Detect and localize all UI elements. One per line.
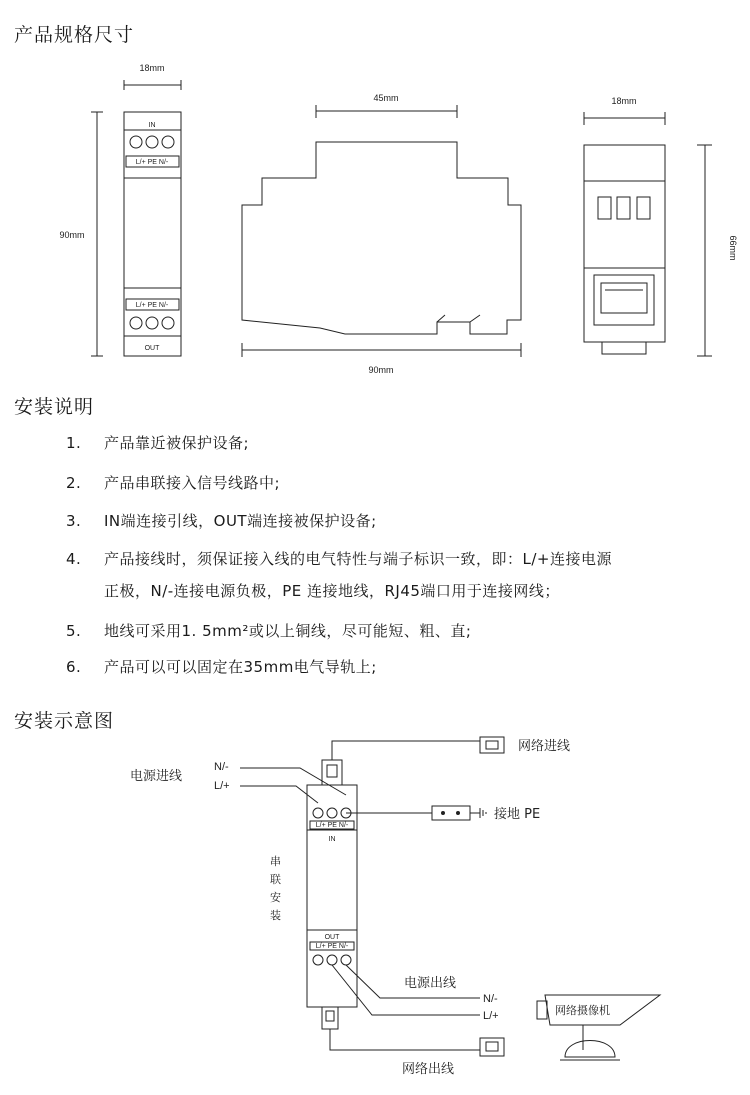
front-view	[91, 80, 181, 356]
dimension-drawings	[0, 0, 750, 390]
step-text: 产品靠近被保护设备;	[104, 434, 250, 452]
camera-label: 网络摄像机	[555, 1004, 610, 1017]
series-char-4: 装	[270, 909, 281, 922]
ground-label: 接地 PE	[494, 807, 541, 822]
ground-terminal	[432, 806, 470, 820]
series-char-2: 联	[270, 873, 281, 886]
diag-terminals-bottom: L/+ PE N/-	[315, 943, 349, 950]
right-view	[584, 112, 712, 356]
diagram-title: 安装示意图	[14, 710, 115, 732]
diag-terminals-top: L/+ PE N/-	[315, 822, 349, 829]
rj45-in-plug	[480, 737, 504, 753]
diag-out-label: OUT	[324, 934, 340, 941]
step-number: 2.	[66, 474, 82, 492]
step-number: 3.	[66, 512, 82, 530]
step-text: 产品可以可以固定在35mm电气导轨上;	[104, 658, 377, 676]
front-terminals-bottom: L/+ PE N/-	[135, 302, 169, 309]
step-number: 5.	[66, 622, 82, 640]
step-6	[66, 656, 377, 677]
net-out-label: 网络出线	[402, 1062, 455, 1077]
install-title: 安装说明	[14, 396, 95, 418]
step-4	[66, 543, 746, 607]
front-terminals-top: L/+ PE N/-	[135, 159, 169, 166]
power-out-label: 电源出线	[404, 976, 457, 991]
step-number: 4.	[66, 550, 82, 568]
net-in-label: 网络进线	[518, 739, 571, 754]
front-out-label: OUT	[144, 345, 160, 352]
step-text: 产品接线时，须保证接入线的电气特性与端子标识一致，即：L/+连接电源	[104, 550, 612, 568]
power-in-label: 电源进线	[130, 769, 183, 784]
series-char-1: 串	[270, 855, 281, 868]
side-view	[242, 105, 521, 357]
series-char-3: 安	[270, 891, 281, 904]
n-in-label: N/-	[214, 761, 229, 773]
step-text-continued: 正极，N/-连接电源负极，PE 连接地线，RJ45端口用于连接网线；	[104, 582, 560, 600]
step-text: IN端连接引线，OUT端连接被保护设备;	[104, 512, 377, 530]
right-width-label: 18mm	[611, 96, 637, 106]
l-in-label: L/+	[214, 780, 230, 792]
step-number: 1.	[66, 434, 82, 452]
step-5	[66, 620, 471, 641]
step-text: 产品串联接入信号线路中;	[104, 474, 281, 492]
step-text: 地线可采用1. 5mm²或以上铜线，尽可能短、粗、直;	[104, 622, 472, 640]
diag-in-label: IN	[328, 836, 336, 843]
step-number: 6.	[66, 658, 82, 676]
side-top-label: 45mm	[373, 93, 399, 103]
step-3	[66, 510, 377, 531]
n-out-label: N/-	[483, 993, 498, 1005]
installation-diagram	[0, 725, 750, 1095]
step-1	[66, 432, 249, 453]
step-2	[66, 472, 280, 493]
front-in-label: IN	[148, 122, 156, 129]
l-out-label: L/+	[483, 1010, 499, 1022]
height-label: 90mm	[59, 230, 85, 240]
right-height-label: 66mm	[728, 235, 738, 261]
rj45-out-plug	[480, 1038, 504, 1056]
side-width-label: 90mm	[368, 365, 394, 375]
front-width-label: 18mm	[139, 63, 165, 73]
spec-title: 产品规格尺寸	[14, 24, 135, 46]
